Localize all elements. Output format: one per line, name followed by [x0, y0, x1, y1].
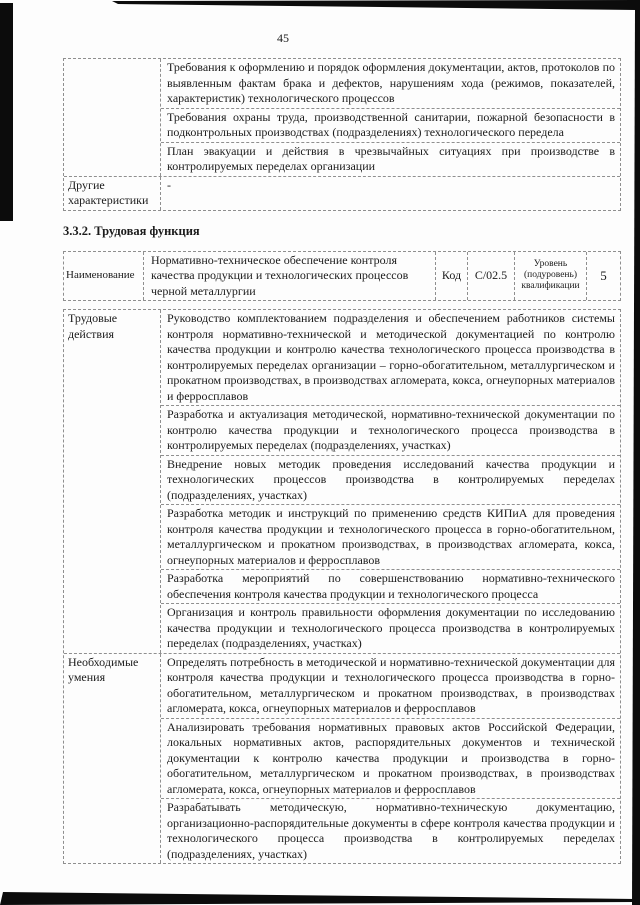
row-label: Необходимые умения	[64, 654, 161, 864]
code-label: Код	[436, 252, 468, 301]
table-entry: -	[167, 177, 171, 192]
section-heading: 3.3.2. Трудовая функция	[63, 223, 200, 238]
table-entry: Разрабатывать методическую, нормативно-техническую документацию, организационно-распорядительные документы в сфере контроля качества продукции и технологического процесса производства в контролируемых переделах (подразделениях, участках)	[167, 800, 615, 861]
table-entry: Разработка мероприятий по совершенствованию нормативно-технического обеспечения контроля качества продукции и технологического процесса	[161, 570, 620, 604]
row-entries	[161, 59, 620, 176]
table-entry: Анализировать требования нормативных правовых актов Российской Федерации, локальных нормативных актов, распорядительных документов и технической документации к контролю качества продукции и производства в горно-обогатительном, металлургическом и прокатном производствах, в производствах агломерата, кокса, огнеупорных материалов и ферросплавов	[161, 719, 620, 800]
table-entry: Руководство комплектованием подразделения и обеспечением работников системы контроля нормативно-технической и методической документацией по контролю качества продукции и контролю качества технологического процесса производства в контролируемых переделах организации – горно-обогатительном, металлургическом и прокатном производствах, в производствах агломерата, кокса, огнеупорных материалов и ферросплавов	[161, 310, 620, 406]
table-entry: Разработка и актуализация методической, нормативно-технической документации по контролю качества продукции и технологического процесса производства в контролируемых переделах (подразделениях, участках)	[161, 406, 620, 456]
table-entry: Внедрение новых методик проведения исследований качества продукции и технологических процессов производства в контролируемых переделах (подразделениях, участках)	[161, 456, 620, 506]
table-entry: План эвакуации и действия в чрезвычайных ситуациях при производстве в контролируемых переделах организации	[167, 143, 615, 173]
scan-edge-right	[632, 9, 640, 905]
table-entry: Требования охраны труда, производственной санитарии, пожарной безопасности в подконтрольных производствах (подразделениях) технологического передела	[161, 109, 620, 143]
table-entry: Разработка методик и инструкций по применению средств КИПиА для проведения контроля качества продукции и технологического процесса в горно-обогатительном, металлургическом и прокатном производствах, в производствах агломерата, кокса, огнеупорных материалов и ферросплавов	[161, 505, 620, 570]
scan-edge-top	[0, 0, 640, 12]
knowledge-continuation-table	[63, 58, 621, 211]
table-row	[64, 310, 620, 654]
function-name: Нормативно-техническое обеспечение контроля качества продукции и технологических процессов черной металлургии	[144, 252, 436, 301]
level-value: 5	[600, 268, 607, 283]
row-label	[64, 59, 161, 176]
row-entries	[161, 177, 620, 210]
function-header-table	[63, 251, 621, 302]
row-entries	[161, 310, 620, 653]
scan-edge-bottom	[0, 892, 640, 905]
row-entries	[161, 654, 620, 864]
row-label: Другие характеристики	[64, 177, 161, 210]
table-entry: Определять потребность в методической и нормативно-технической документации для контроля качества продукции и технологического процесса производства в горно-обогатительном, металлургическом и прокатном производствах, в производствах агломерата, кокса, огнеупорных материалов и ферросплавов	[161, 654, 620, 719]
level-label: Уровень (подуровень) квалификации	[515, 252, 587, 301]
row-label: Трудовые действия	[64, 310, 161, 653]
table-row	[64, 654, 620, 864]
labour-function-table	[63, 309, 621, 864]
function-code: С/02.5	[468, 252, 515, 301]
table-row	[64, 59, 620, 177]
table-entry: Требования к оформлению и порядок оформления документации, актов, протоколов по выявленным фактам брака и дефектов, нарушениям хода (режимов, показателей, характеристик) технологического процессов	[161, 59, 620, 109]
scan-edge-left	[0, 3, 13, 221]
page-content	[63, 58, 621, 864]
table-entry: Организация и контроль правильности оформления документации по исследованию качества продукции и технологического процесса производства в контролируемых переделах (подразделениях, участках)	[167, 605, 615, 650]
name-label: Наименование	[64, 252, 144, 301]
page-number: 45	[277, 31, 289, 45]
table-row	[64, 177, 620, 210]
